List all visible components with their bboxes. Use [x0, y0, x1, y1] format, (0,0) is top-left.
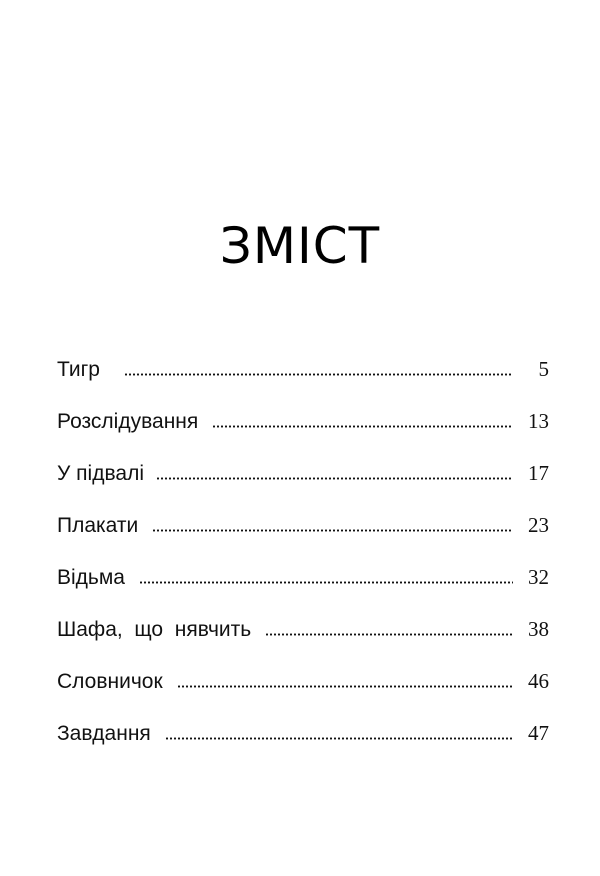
- toc-item-title: Розслідування: [57, 409, 199, 433]
- toc-item-page-number: 17: [528, 460, 549, 485]
- toc-item-3: [57, 447, 549, 499]
- dot-leader: [212, 425, 513, 428]
- toc-item-title: Плакати: [57, 513, 139, 537]
- toc-item-page-number: 5: [538, 356, 549, 381]
- dot-leader: [265, 633, 513, 636]
- dot-leader: [124, 373, 513, 376]
- toc-item-page-number: 13: [528, 408, 549, 433]
- toc-item-title: Шафа, що нявчить: [57, 617, 252, 641]
- dot-leader: [177, 685, 513, 688]
- toc-item-page-number: 23: [528, 512, 549, 537]
- toc-item-7: [57, 655, 549, 707]
- toc-item-2: [57, 395, 549, 447]
- toc-item-8: [57, 707, 549, 759]
- toc-item-title: Словничок: [57, 669, 163, 693]
- dot-leader: [152, 529, 513, 532]
- page-title: ЗМІСТ: [219, 217, 381, 275]
- toc-item-1: [57, 343, 549, 395]
- toc-item-title: Завдання: [57, 721, 151, 745]
- toc-item-title: Тигр: [57, 357, 100, 381]
- dot-leader: [156, 477, 513, 480]
- toc-item-page-number: 47: [528, 720, 549, 745]
- toc-item-6: [57, 603, 549, 655]
- table-of-contents: [57, 343, 549, 759]
- toc-item-page-number: 46: [528, 668, 549, 693]
- toc-item-page-number: 32: [528, 564, 549, 589]
- toc-item-page-number: 38: [528, 616, 549, 641]
- toc-item-4: [57, 499, 549, 551]
- toc-item-5: [57, 551, 549, 603]
- toc-item-title: У підвалі: [57, 461, 144, 485]
- dot-leader: [165, 737, 513, 740]
- toc-item-title: Відьма: [57, 565, 125, 589]
- dot-leader: [139, 581, 513, 584]
